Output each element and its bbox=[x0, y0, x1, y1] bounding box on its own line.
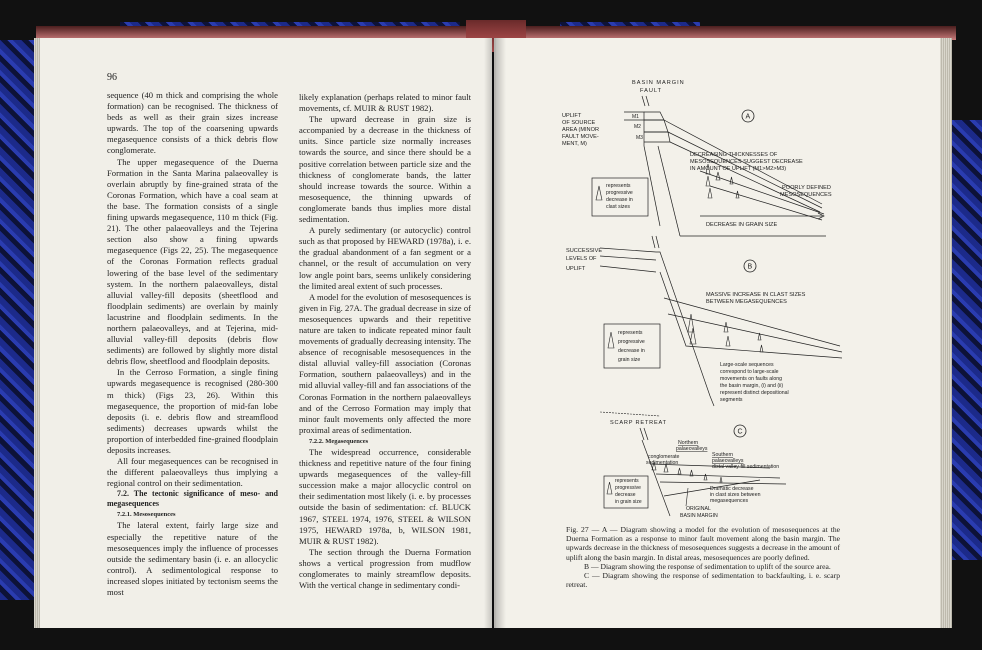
note-text: DECREASING THICKNESSES OF bbox=[690, 152, 778, 158]
grain-size-text: DECREASE IN GRAIN SIZE bbox=[706, 222, 778, 228]
clast-wedges-b bbox=[688, 314, 763, 352]
uplift-text: UPLIFT bbox=[562, 113, 582, 119]
legend-wedge-icon bbox=[607, 482, 612, 494]
paragraph: The upper megasequence of the Duerna Formation in the Santa Marina palaeovalley is overlain abruptly by fine-grained strata of the Coronas Formation, which have a coal seam at the base. The formation consists of a single fining upwards megasequence, 110 m thick (Fig. 21). The other palaeovalleys and the Tejerina section also show a fining upwards megasequence (Figs 22, 25). The megasequence of the Coronas Formation reflects gradual lowering of the base level of the sedimentary system. In the northern palaeovalleys, distal alluvial valley-fill deposits (sheetflood and floodplain sediments) are overlain by mainly lacustrine and floodplain sediments. In the northern palaeovalleys, and at Tejerina, mid-alluvial valley-fill deposits (debris flow sediments) are followed by slightly more distal debris flow, sheetflood and floodplain deposits. bbox=[107, 156, 278, 367]
caption-c: C — Diagram showing the response of sedimentation to backfaulting, i. e. scarp retreat. bbox=[566, 571, 840, 590]
legend-text: progressive bbox=[618, 339, 645, 345]
panel-b-label: B bbox=[747, 263, 753, 271]
subsection-heading: 7.2.1. Mesosequences bbox=[117, 511, 176, 519]
legend-text: clast sizes bbox=[606, 204, 630, 210]
panel-b bbox=[566, 236, 842, 406]
poorly-defined-text: POORLY DEFINED bbox=[782, 185, 831, 191]
massive-text: BETWEEN MEGASEQUENCES bbox=[706, 299, 787, 305]
scarp-text: SCARP RETREAT bbox=[610, 420, 667, 426]
levels-text: LEVELS OF bbox=[566, 256, 597, 262]
southern-text: palaeovalleys bbox=[712, 458, 744, 464]
uplift-text: MENT, M) bbox=[562, 141, 587, 147]
conglomerate-text: sedimentation bbox=[646, 460, 679, 466]
original-text: ORIGINAL bbox=[686, 506, 711, 512]
note-text: MESOSEQUENCES SUGGEST DECREASE bbox=[690, 159, 803, 165]
paragraph: The section through the Duerna Formation shows a vertical progression from mudflow conglomerates to mainly streamflow deposits. With the vertical change in sedimentary condi- bbox=[299, 546, 471, 591]
section-heading: 7.2. The tectonic significance of meso- and megasequences bbox=[107, 489, 278, 509]
page-stack-right bbox=[940, 38, 952, 628]
figure-27-diagram bbox=[560, 76, 860, 526]
levels-text: UPLIFT bbox=[566, 266, 586, 272]
fault-arrow bbox=[642, 96, 649, 106]
paragraph: A model for the evolution of mesosequences is given in Fig. 27A. The gradual decrease in size of mesosequences upwards and their repetitive nature are taken to indicate repeated minor fault movements of gradually decreasing intensity. The absence of recognisable mesosequences in the distal alluvial valley-fill association (Coronas Formation, southern palaeovalleys) and in the mid alluvial valley-fill and fan associations of the Coronas Formation in the northern palaeovalleys and of the Cerroso Formation may imply that minor fault movements only affected the more proximal areas of sedimentation. bbox=[299, 291, 471, 435]
paragraph: The lateral extent, fairly large size and especially the repetitive nature of the mesosequences imply the influence of processes outside the sedimentary basin (i. e. an allocyclic control). A sedimentological response to increased slopes initiated by tectonism seems the most bbox=[107, 520, 278, 598]
legend-wedge-icon bbox=[608, 332, 614, 348]
legend-text: decrease in bbox=[618, 348, 645, 354]
uplift-text: OF SOURCE bbox=[562, 120, 596, 126]
paragraph: All four megasequences can be recognised in the different palaeovalleys thus implying a regional control on their sedimentation. bbox=[107, 456, 278, 489]
massive-text: MASSIVE INCREASE IN CLAST SIZES bbox=[706, 292, 806, 298]
caption-b: B — Diagram showing the response of sedimentation to uplift of the source area. bbox=[584, 561, 831, 571]
fault-arrow-b bbox=[652, 236, 659, 248]
b-note-text: segments bbox=[720, 397, 743, 403]
m3-label: M3 bbox=[636, 135, 643, 141]
dramatic-text: in clast sizes between bbox=[710, 492, 761, 498]
legend-text: in grain size bbox=[615, 499, 642, 505]
subsection-heading: 7.2.2. Megasequences bbox=[309, 437, 369, 445]
m1-label: M1 bbox=[632, 114, 639, 120]
page-number: 96 bbox=[107, 72, 117, 83]
levels-text: SUCCESSIVE bbox=[566, 248, 603, 254]
northern-text: Northern bbox=[678, 440, 699, 446]
caption-main: Fig. 27 — A — Diagram showing a model for the evolution of mesosequences at the Duerna Formation as a response to minor fault movement along the basin margin. The upwards decrease in the thickness of mesosequences suggests a decrease in the amount of uplift along the basin margin. In distal areas, mesosequences are poorly defined. bbox=[566, 525, 840, 562]
b-note-text: movements on faults along bbox=[720, 376, 782, 382]
legend-text: decrease bbox=[615, 492, 636, 498]
uplift-text: FAULT MOVE- bbox=[562, 134, 599, 140]
b-note-text: represent distinct depositional bbox=[720, 390, 789, 396]
northern-text: palaeovalleys bbox=[676, 446, 708, 452]
dramatic-text: Dramatic decrease bbox=[710, 486, 754, 492]
dramatic-text: megasequences bbox=[710, 498, 749, 504]
legend-text: decrease in bbox=[606, 197, 633, 203]
conglomerate-text: conglomerate bbox=[648, 454, 680, 460]
legend-text: progressive bbox=[606, 190, 633, 196]
paragraph: The widespread occurrence, considerable thickness and repetitive nature of the four fining upwards megasequences of the valley-fill succession make a major allocyclic control on their sedimentation most likely (i. e. by processes outside the basin of sedimentation: cf. BLUCK 1967, STEEL 1974, 1976, STEEL & WILSON 1975, HEWARD 1978a, b, WILSON 1981, MUIR & RUST 1982). bbox=[299, 447, 471, 546]
book-gutter bbox=[484, 38, 506, 628]
legend-text: represents bbox=[618, 330, 643, 336]
legend-text: represents bbox=[615, 478, 639, 484]
legend-wedge-icon bbox=[596, 186, 602, 200]
b-note-text: correspond to large-scale bbox=[720, 369, 779, 375]
note-text: IN AMOUNT OF UPLIFT (M1>M2>M3) bbox=[690, 166, 787, 172]
legend-text: progressive bbox=[615, 485, 641, 491]
poorly-defined-text: MESOSEQUENCES bbox=[780, 192, 832, 198]
paragraph: likely explanation (perhaps related to minor fault movements, cf. MUIR & RUST 1982). bbox=[299, 92, 471, 114]
panel-a-label: A bbox=[745, 113, 751, 121]
southern-text: Southern bbox=[712, 452, 734, 458]
m2-label: M2 bbox=[634, 124, 641, 130]
paragraph: sequence (40 m thick and comprising the whole formation) can be recognised. The thickness of beds as well as their grain sizes increase upwards. The top of the coarsening upwards megasequence consists of a thick debris flow conglomerate. bbox=[107, 90, 278, 156]
uplift-text: AREA (MINOR bbox=[562, 127, 599, 133]
panel-c-label: C bbox=[737, 428, 743, 436]
figure-caption bbox=[566, 525, 840, 589]
paragraph: The upward decrease in grain size is accompanied by a decrease in the thickness of units. Since particle size normally increases towards the source, and since there should be a positive correlation between particle size and the thickness of conglomerate bands, the latter should increase towards the source. Within a mesosequence, the thinning upwards of conglomerate bands thus implies more distal sedimentation. bbox=[299, 114, 471, 225]
text-column-2 bbox=[299, 92, 471, 591]
paragraph: In the Cerroso Formation, a single fining upwards megasequence is recognised (280-300 m thick) (Figs 23, 26). Within this megasequence, the proportion of mid-fan lobe deposits (i. e. debris flow and streamflood sediments) decreases upwards whilst the proportion of interbedded fine-grained floodplain deposits increases. bbox=[107, 367, 278, 455]
original-margin-arrow bbox=[686, 488, 688, 506]
scarp-line bbox=[600, 412, 660, 416]
panel-c bbox=[600, 412, 786, 519]
b-note-text: Large-scale sequences bbox=[720, 362, 774, 368]
legend-text: grain size bbox=[618, 357, 641, 363]
panel-a bbox=[562, 80, 832, 236]
b-note-text: the basin margin, (i) and (ii) bbox=[720, 383, 784, 389]
legend-text: represents bbox=[606, 183, 631, 189]
paragraph: A purely sedimentary (or autocyclic) control such as that proposed by HEWARD (1978a), i. e. the gradual abandonment of a fan segment or a channel, or the result of accumulation on very low angle point bars, seems unlikely considering the limited areal extent of such processes. bbox=[299, 225, 471, 291]
text-column-1 bbox=[107, 90, 278, 598]
fault-label-line2: FAULT bbox=[640, 88, 662, 94]
fault-label-line1: BASIN MARGIN bbox=[632, 80, 685, 86]
cover-right-pattern bbox=[948, 120, 982, 560]
fault-arrow-c bbox=[640, 428, 648, 440]
original-text: BASIN MARGIN bbox=[680, 513, 718, 519]
distal-text: distal valley-fill sedimentation bbox=[712, 464, 780, 470]
